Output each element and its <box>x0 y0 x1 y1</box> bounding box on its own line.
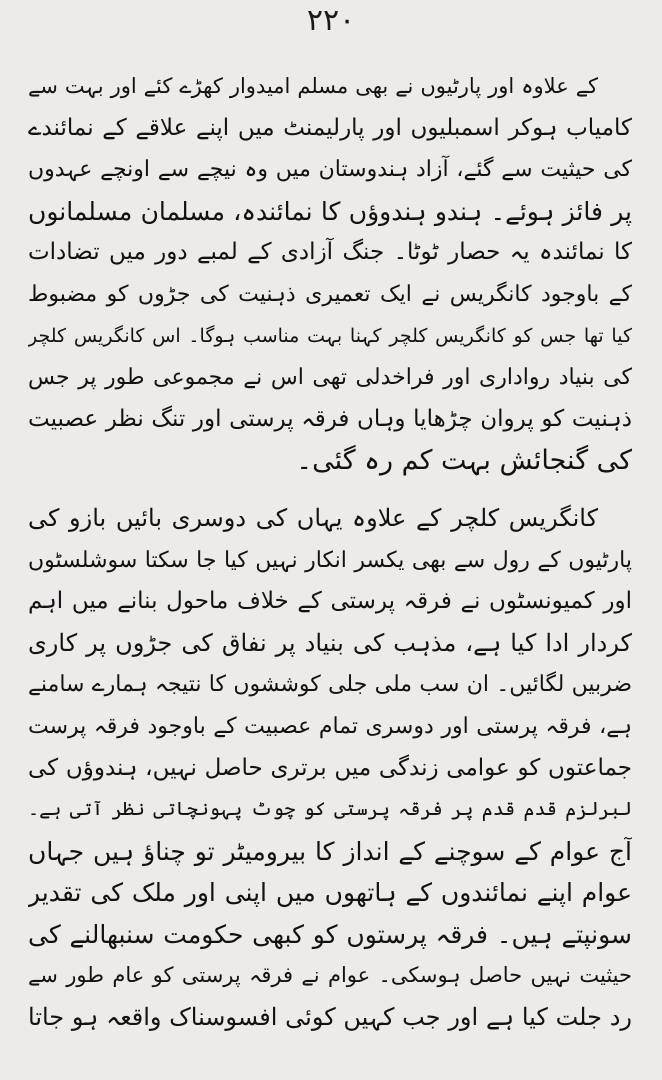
text-line: کامیاب ہوکر اسمبلیوں اور پارلیمنٹ میں اپنے علاقے کے نمائندے <box>28 114 632 141</box>
text-line: کی گنجائش بہت کم رہ گئی۔ <box>296 445 632 477</box>
text-line: کانگریس کلچر کے علاوہ یہاں کی دوسری بائیں بازو کی <box>28 503 598 532</box>
text-line: حیثیت نہیں حاصل ہوسکی۔ عوام نے فرقہ پرستی کو عام طور سے <box>28 963 632 988</box>
text-line: ذہنیت کو پروان چڑھایا وہاں فرقہ پرستی اور تنگ نظر عصبیت <box>28 405 632 432</box>
text-line: اور کمیونسٹوں نے فرقہ پرستی کے خلاف ماحول بنانے میں اہم <box>28 588 632 615</box>
text-line: کیا تھا جس کو کانگریس کلچر کہنا بہت مناسب ہوگا۔ اس کانگریس کلچر <box>28 324 632 347</box>
text-line: عوام اپنے نمائندوں کے ہاتھوں میں اپنی اور ملک کی تقدیر <box>28 878 632 908</box>
text-line: جماعتوں کو عوامی زندگی میں برتری حاصل نہیں، ہندوؤں کی <box>28 754 632 781</box>
text-line: کردار ادا کیا ہے، مذہب کی بنیاد پر نفاق کی جڑوں پر کاری <box>28 628 632 657</box>
text-line: لبرلزم قدم قدم پر فرقہ پرستی کو چوٹ پہونچاتی نظر آتی ہے۔ <box>28 798 632 821</box>
text-line: کی بنیاد رواداری اور فراخدلی تھی اس نے مجموعی طور پر جس <box>28 365 632 391</box>
text-line: کا نمائندہ یہ حصار ٹوٹا۔ جنگ آزادی کے لمبے دور میں تضادات <box>28 239 632 266</box>
text-line: کی حیثیت سے گئے، آزاد ہندوستان میں وہ نیچے سے اونچے عہدوں <box>28 157 632 183</box>
text-line: سونپتے ہیں۔ فرقہ پرستوں کو کبھی حکومت سنبھالنے کی <box>28 919 632 949</box>
paragraph-1 <box>28 66 632 482</box>
text-line: پر فائز ہوئے۔ ہندو ہندوؤں کا نمائندہ، مسلمان مسلمانوں <box>28 196 632 226</box>
text-line: کے باوجود کانگریس نے ایک تعمیری ذہنیت کی جڑوں کو مضبوط <box>28 281 632 307</box>
text-line: پارٹیوں کے رول سے بھی یکسر انکار نہیں کیا جا سکتا سوشلسٹوں <box>28 547 632 573</box>
page-number: ۲۲۰ <box>306 3 356 38</box>
text-line: ہے، فرقہ پرستی اور دوسری تمام عصبیت کے باوجود فرقہ پرست <box>28 713 632 739</box>
text-line: رد جلت کیا ہے اور جب کہیں کوئی افسوسناک واقعہ ہو جاتا <box>28 1003 632 1032</box>
text-line: آج عوام کے سوچنے کے انداز کا بیرومیٹر تو چناؤ ہیں جہاں <box>28 836 632 866</box>
paragraph-gap <box>28 482 632 498</box>
urdu-text-body <box>28 66 632 1039</box>
text-line: کے علاوہ اور پارٹیوں نے بھی مسلم امیدوار کھڑے کئے اور بہت سے <box>28 74 598 98</box>
paragraph-2 <box>28 498 632 1039</box>
text-line: ضربیں لگائیں۔ ان سب ملی جلی کوششوں کا نتیجہ ہمارے سامنے <box>28 672 632 698</box>
